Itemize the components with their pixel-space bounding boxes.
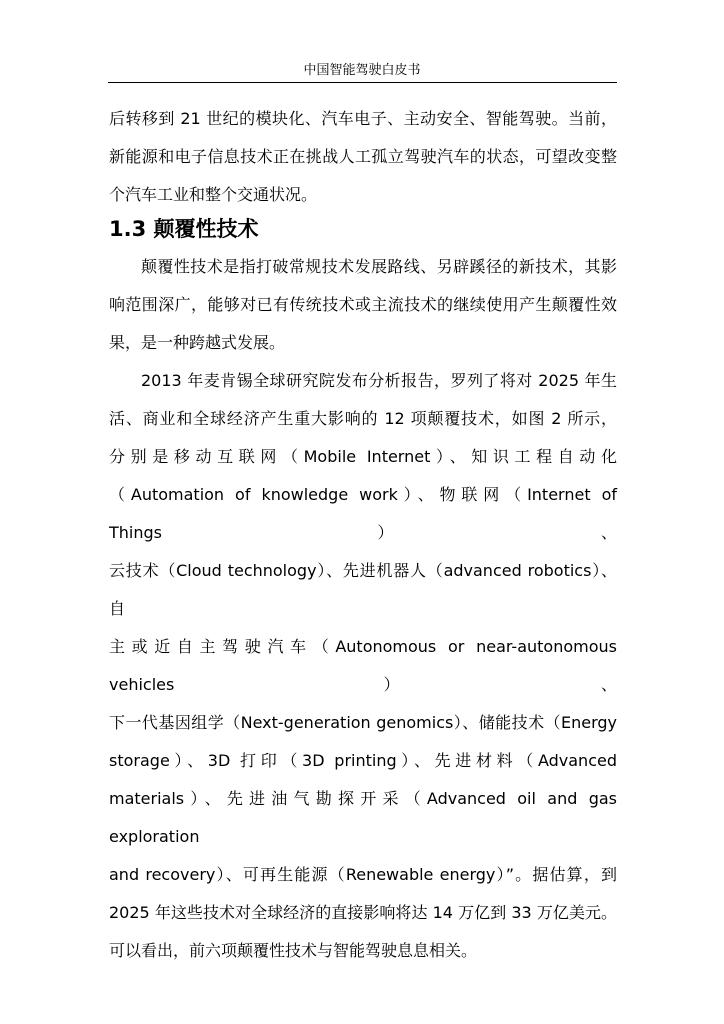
text-line: （Automation of knowledge work）、物联网（Internet of Things）、 [109, 485, 617, 542]
text-line: storage）、3D 打印（3D printing）、先进材料（Advanced [109, 751, 617, 770]
header-divider [108, 82, 617, 83]
paragraph-intro: 后转移到 21 世纪的模块化、汽车电子、主动安全、智能驾驶。当前，新能源和电子信息技术正在挑战人工孤立驾驶汽车的状态，可望改变整个汽车工业和整个交通状况。 [109, 109, 617, 204]
text-line: 主或近自主驾驶汽车（Autonomous or near-autonomous vehicles）、 [109, 637, 617, 694]
section-number: 1.3 [109, 217, 147, 241]
text-line: and recovery）、可再生能源（Renewable energy）”。据估算，到 [109, 865, 617, 884]
text-line: materials）、先进油气勘探开采（Advanced oil and gas exploration [109, 789, 617, 846]
text-line: 云技术（Cloud technology）、先进机器人（advanced robotics）、自 [109, 561, 617, 618]
paragraph-mckinsey [109, 362, 617, 970]
section-title: 颠覆性技术 [153, 217, 259, 241]
text-line: 活、商业和全球经济产生重大影响的 12 项颠覆技术，如图 2 所示， [109, 409, 617, 428]
paragraph-definition: 颠覆性技术是指打破常规技术发展路线、另辟蹊径的新技术，其影响范围深广，能够对已有传统技术或主流技术的继续使用产生颠覆性效果，是一种跨越式发展。 [109, 257, 617, 352]
text-line: 2013 年麦肯锡全球研究院发布分析报告，罗列了将对 2025 年生 [141, 371, 617, 390]
text-line: 分别是移动互联网（Mobile Internet）、知识工程自动化 [109, 447, 617, 466]
running-header: 中国智能驾驶白皮书 [303, 63, 421, 78]
section-heading [109, 214, 617, 244]
text-line: 可以看出，前六项颠覆性技术与智能驾驶息息相关。 [109, 941, 478, 960]
text-line: 下一代基因组学（Next-generation genomics）、储能技术（Energy [109, 713, 617, 732]
text-line: 2025 年这些技术对全球经济的直接影响将达 14 万亿到 33 万亿美元。 [109, 903, 617, 922]
page-body [109, 100, 617, 970]
